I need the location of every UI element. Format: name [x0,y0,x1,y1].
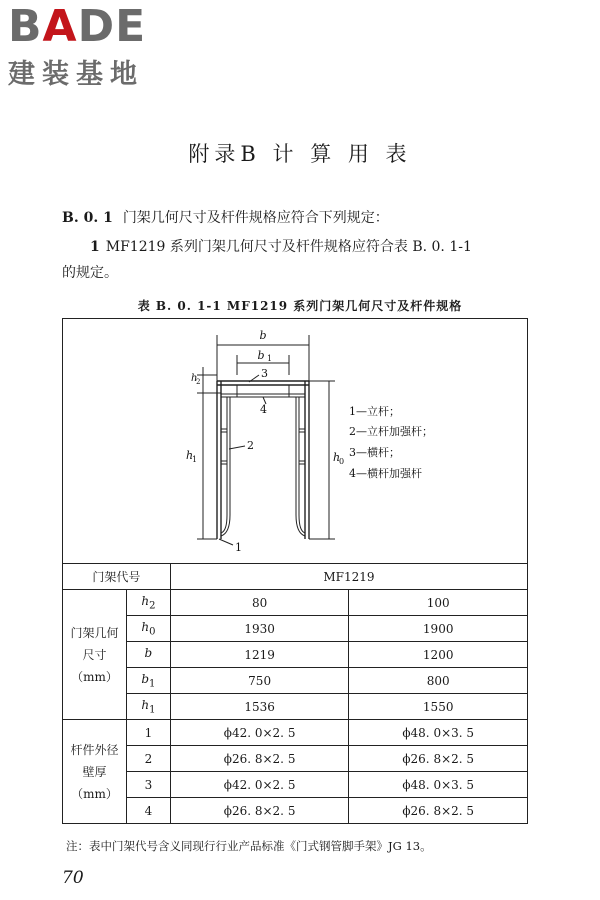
table-row [63,616,528,642]
page-number: 70 [62,868,84,888]
dim-h0-sub: 0 [339,457,345,466]
symbol: h [141,697,150,712]
logo-letter: B [8,1,43,52]
symbol: b [144,645,153,660]
group-label-line: 尺寸 [82,647,107,662]
value-cell: 1536 [170,694,349,720]
section-title: 附录B 计 算 用 表 [188,142,412,166]
table-footnote: 注：表中门架代号含义同现行行业产品标准《门式钢管脚手架》JG 13。 [66,839,432,853]
value-cell: 1900 [349,616,528,642]
dim-b1-label: b [257,349,265,362]
paragraph-continuation: 的规定。 [62,265,118,281]
table-row [63,694,528,720]
value-cell: 1200 [349,642,528,668]
logo-letter: D [77,1,116,52]
symbol-sub: 1 [149,704,156,716]
value-cell: 1930 [170,616,349,642]
value-cell: ϕ42. 0×2. 5 [170,720,349,746]
member-id-cell: 3 [126,772,170,798]
dim-h1-sub: 1 [192,455,198,464]
clause-number: B. 0. 1 [62,210,113,226]
value-cell: ϕ26. 8×2. 5 [170,798,349,824]
member-id-cell: 4 [126,798,170,824]
paragraph-b01 [62,207,389,227]
value-cell: 1219 [170,642,349,668]
group-label-line: 门架几何 [70,625,119,640]
dim-b-label: b [259,329,267,342]
dim-h2-sub: 2 [196,378,201,386]
member-id-cell: 2 [126,746,170,772]
geometry-group-label [63,590,127,720]
logo-text [8,1,147,52]
dim-h1-label: h [186,449,194,462]
callout-1: 1 [235,541,242,554]
value-cell: 80 [170,590,349,616]
frame-diagram [63,319,527,563]
symbol-cell [126,616,170,642]
table-row [63,746,528,772]
value-cell: 750 [170,668,349,694]
symbol-cell [126,642,170,668]
callout-3: 3 [261,367,268,380]
value-cell: ϕ42. 0×2. 5 [170,772,349,798]
table-row [63,798,528,824]
logo-subtitle: 建装基地 [8,59,144,90]
header-label: 门架代号 [63,564,171,590]
table-row [63,590,528,616]
value-cell: ϕ26. 8×2. 5 [170,746,349,772]
clause-text: 门架几何尺寸及杆件规格应符合下列规定： [122,210,389,226]
callout-4: 4 [260,403,267,416]
legend-item-4: 4—横杆加强杆 [349,467,422,480]
value-cell: ϕ48. 0×3. 5 [349,720,528,746]
value-cell: 800 [349,668,528,694]
symbol-sub: 1 [149,678,156,690]
header-value: MF1219 [170,564,527,590]
dim-h2-label: h [191,373,198,384]
symbol-sub: 2 [149,600,156,612]
symbol: h [141,619,150,634]
logo-letter: A [42,1,78,52]
symbol-sub: 0 [149,626,156,638]
symbol-cell [126,694,170,720]
table-row [63,668,528,694]
table-caption: 表 B. 0. 1-1 MF1219 系列门架几何尺寸及杆件规格 [137,299,463,313]
dim-b1-sub: 1 [267,354,273,363]
legend-item-1: 1—立杆； [349,405,400,418]
value-cell: 100 [349,590,528,616]
item-number: 1 [90,239,100,255]
symbol-cell [126,590,170,616]
logo-letter: E [115,1,147,52]
group-label-line: （mm） [71,669,118,684]
value-cell: ϕ26. 8×2. 5 [349,746,528,772]
value-cell: 1550 [349,694,528,720]
group-label-line: 壁厚 [82,764,107,779]
table-row [63,720,528,746]
legend-item-2: 2—立杆加强杆； [349,425,433,438]
logo [8,1,178,91]
callout-2: 2 [247,439,254,452]
table-row [63,772,528,798]
value-cell: ϕ26. 8×2. 5 [349,798,528,824]
member-id-cell: 1 [126,720,170,746]
dim-h0-label: h [333,451,341,464]
table-row [63,642,528,668]
symbol: b [141,671,150,686]
legend-item-3: 3—横杆； [349,446,400,459]
symbol: h [141,593,150,608]
member-group-label [63,720,127,824]
item-text: MF1219 系列门架几何尺寸及杆件规格应符合表 B. 0. 1-1 [105,239,472,255]
group-label-line: （mm） [71,786,118,801]
frame-diagram-cell [63,319,528,564]
value-cell: ϕ48. 0×3. 5 [349,772,528,798]
table-header-row [63,564,528,590]
group-label-line: 杆件外径 [70,742,119,757]
frame-spec-table [62,318,528,824]
paragraph-item-1 [90,236,472,256]
symbol-cell [126,668,170,694]
